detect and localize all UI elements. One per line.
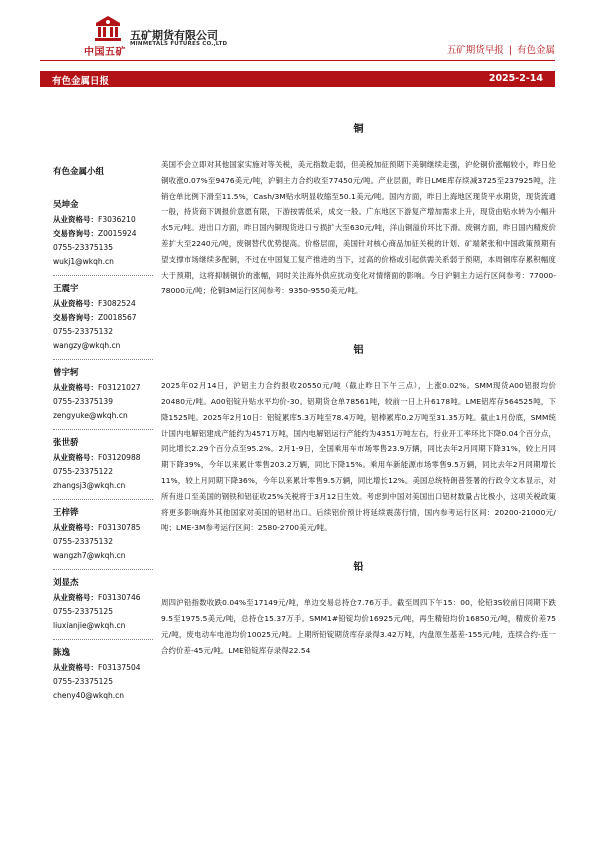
qualification-line <box>53 381 153 395</box>
qualification-number: F03121027 <box>98 383 141 392</box>
report-category: 有色金属 <box>516 45 555 56</box>
qualification-label: 从业资格号： <box>53 593 98 602</box>
analyst-email: zengyuke@wkqh.cn <box>53 411 128 420</box>
analyst-email: wukj1@wkqh.cn <box>53 257 114 266</box>
analyst-name: 陈逸 <box>53 648 71 658</box>
analyst-phone: 0755-23375122 <box>53 467 113 476</box>
section-title-copper: 铜 <box>353 124 364 135</box>
analyst-card <box>53 366 153 430</box>
group-title: 有色金属小组 <box>53 167 105 177</box>
analyst-card <box>53 646 153 703</box>
qualification-line <box>53 297 153 311</box>
analyst-email: liuxianjie@wkqh.cn <box>53 621 126 630</box>
company-logo <box>88 14 128 42</box>
section-title-lead: 铅 <box>353 562 364 574</box>
qualification-line <box>53 591 153 605</box>
qualification-line <box>53 451 153 465</box>
qualification-line <box>53 213 153 227</box>
analyst-name: 刘显杰 <box>53 578 79 588</box>
divider <box>53 275 153 276</box>
section-title-aluminum: 铝 <box>353 345 364 357</box>
section-body-lead: 周四沪铅指数收跌0.04%至17149元/吨，单边交易总持仓7.76万手。截至周四下午15：00，伦铅3S较前日同期下跌9.5至1975.5美元/吨，总持仓15.37万手。SMM1#铅锭均价16925元/吨，再生精铅均价16850元/吨，精废价差75元/吨，废电动车电池均价10025元/吨。上期所铅锭期货库存录得3.42万吨，内盘原生基差-155元/吨，连续合约-连一合约价差-45元/吨。LME铅锭库存录得22.54 <box>161 598 556 655</box>
analyst-phone: 0755-23375132 <box>53 327 113 336</box>
report-date: 2025-2-14 <box>488 73 543 84</box>
analyst-card <box>53 198 153 276</box>
qualification-label: 从业资格号： <box>53 383 98 392</box>
analyst-email: zhangsj3@wkqh.cn <box>53 481 126 490</box>
report-header <box>0 0 595 70</box>
analyst-card <box>53 576 153 640</box>
consulting-line <box>53 227 153 241</box>
company-name: 五矿期货有限公司 <box>130 29 218 42</box>
analyst-name: 曾宇轲 <box>53 368 79 378</box>
analyst-email: cheny40@wkqh.cn <box>53 691 124 700</box>
consulting-number: Z0015924 <box>98 229 137 238</box>
analyst-sidebar <box>53 165 153 709</box>
analyst-phone: 0755-23375125 <box>53 677 113 686</box>
section-body-aluminum: 2025年02月14日，沪铝主力合约报收20550元/吨（截止昨日下午三点），上涨0.02%。SMM现货A00铝报均价20480元/吨。A00铝锭升贴水平均价-30。铝期货仓单78561吨，较前一日上升6178吨。LME铝库存564525吨，下降1525吨。2025年2月10日：铝锭累库5.3万吨至78.4万吨，铝棒累库0.2万吨至31.35万吨。截止1月份底，SMM统计国内电解铝建成产能约为4571万吨，国内电解铝运行产能约为4351万吨左右，行业开工率环比下降0.04个百分点，同比增长2.29个百分点至95.2%。2月1-9日，全国乘用车市场零售23.9万辆，同比去年2月同期下降31%，较上月同期下降39%，今年以来累计零售203.2万辆，同比下降15%。乘用车新能源市场零售9.5万辆，同比去年2月同期增长11%，较上月同期下降36%，今年以来累计零售9.5万辆，同比增长12%。美国总统特朗普签署的行政令文本显示，对所有进口至美国的钢铁和铝征收25%关税将于3月12日生效。考虑到中国对美国出口铝材数量占比极小，这项关税政策将更多影响海外其他国家对美国的铝材出口。后续铝价预计将延续震荡行情，国内参考运行区间：20200-21000元/吨；LME-3M参考运行区间：2580-2700美元/吨。 <box>161 381 556 533</box>
qualification-number: F03130785 <box>98 523 141 532</box>
analyst-phone: 0755-23375132 <box>53 537 113 546</box>
qualification-label: 从业资格号： <box>53 453 98 462</box>
qualification-number: F03130746 <box>98 593 141 602</box>
qualification-label: 从业资格号： <box>53 299 98 308</box>
analyst-card <box>53 436 153 500</box>
section-body-copper: 美国不会立即对其他国家实施对等关税，美元指数走弱，但美税加征预期下美铜继续走强，沪伦铜价涨幅较小，昨日伦铜收涨0.07%至9476美元/吨，沪铜主力合约收至77450元/吨。产业层面，昨日LME库存续减3725至237925吨，注销仓单比例下滑至11.5%，Cash/3M贴水明显收缩至50.1美元/吨。国内方面，昨日上海地区现货平水期货，现货流通一般，持货商下调报价意愿有限，下游按需低采，成交一般。广东地区下游复产增加需求上升，现货由贴水转为小幅升水5元/吨。进出口方面，昨日国内铜现货进口亏损扩大至630元/吨，洋山铜溢价环比下滑。废铜方面，昨日国内精废价差扩大至2240元/吨，废铜替代优势提高。价格层面，美国针对核心商品加征关税的计划、矿端紧张和中国政策预期有望支撑市场继续多配铜，不过在中国复工复产推进的当下，过高的价格或引起供需关系弱于预期，本周铜库存累积幅度大于预期，这将抑制铜价的涨幅，同时关注海外供应扰动变化对情绪面的影响。今日沪铜主力运行区间参考：77000-78000元/吨；伦铜3M运行区间参考：9350-9550美元/吨。 <box>161 160 556 296</box>
qualification-number: F3036210 <box>98 215 136 224</box>
qualification-number: F3082524 <box>98 299 136 308</box>
divider <box>53 359 153 360</box>
consulting-line <box>53 311 153 325</box>
consulting-number: Z0018567 <box>98 313 137 322</box>
analyst-card <box>53 282 153 360</box>
report-title: 有色金属日报 <box>52 76 110 87</box>
report-body <box>161 90 556 658</box>
analyst-card <box>53 506 153 570</box>
divider <box>53 569 153 570</box>
consulting-label: 交易咨询号： <box>53 229 98 238</box>
report-banner <box>40 71 555 87</box>
header-divider <box>40 60 555 61</box>
consulting-label: 交易咨询号： <box>53 313 98 322</box>
analyst-name: 张世骄 <box>53 438 79 448</box>
qualification-line <box>53 521 153 535</box>
analyst-email: wangzh7@wkqh.cn <box>53 551 126 560</box>
minmetals-logo-icon <box>92 14 124 42</box>
analyst-name: 王震宇 <box>53 284 79 294</box>
qualification-line <box>53 661 153 675</box>
qualification-number: F03120988 <box>98 453 141 462</box>
logo-text: 中国五矿 <box>84 47 126 58</box>
company-name-en: MINMETALS FUTURES CO.,LTD <box>130 41 228 47</box>
analyst-phone: 0755-23375125 <box>53 607 113 616</box>
analyst-email: wangzy@wkqh.cn <box>53 341 121 350</box>
analyst-name: 王梓铧 <box>53 508 79 518</box>
divider <box>53 429 153 430</box>
divider <box>53 639 153 640</box>
divider <box>53 499 153 500</box>
analyst-phone: 0755-23375139 <box>53 397 113 406</box>
separator: | <box>508 45 512 56</box>
qualification-label: 从业资格号： <box>53 215 98 224</box>
qualification-number: F03137504 <box>98 663 141 672</box>
qualification-label: 从业资格号： <box>53 663 98 672</box>
report-series: 五矿期货早报 <box>446 45 504 56</box>
analyst-phone: 0755-23375135 <box>53 243 113 252</box>
qualification-label: 从业资格号： <box>53 523 98 532</box>
report-series-label <box>447 42 555 56</box>
analyst-name: 吴坤金 <box>53 200 79 210</box>
